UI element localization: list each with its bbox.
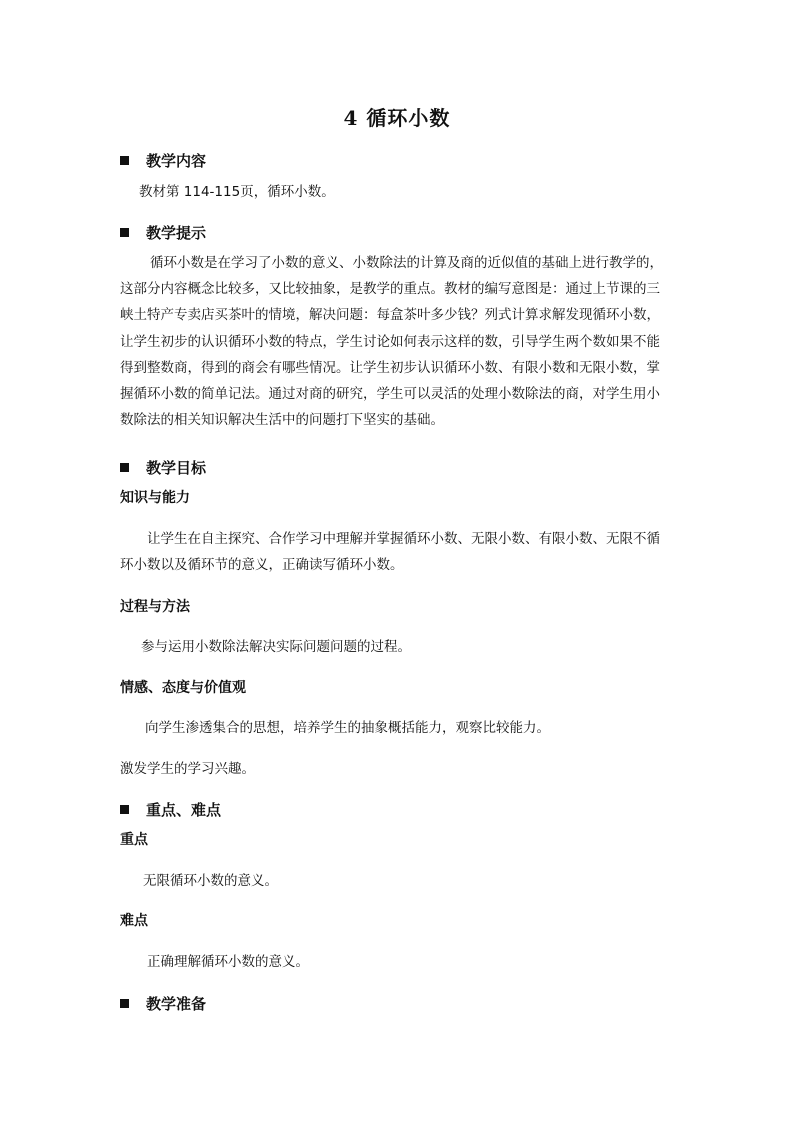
section-heading-content bbox=[120, 150, 206, 172]
hint-paragraph bbox=[120, 250, 692, 433]
paragraph-line: 循环小数是在学习了小数的意义、小数除法的计算及商的近似值的基础上进行教学的， bbox=[150, 255, 663, 271]
section-heading-label: 重点、难点 bbox=[146, 801, 222, 819]
subheading-key: 重点 bbox=[120, 832, 148, 848]
difficult-text: 正确理解循环小数的意义。 bbox=[147, 954, 309, 970]
content-text: 教材第 114-115页，循环小数。 bbox=[139, 184, 335, 200]
paragraph-line: 让学生初步的认识循环小数的特点，学生讨论如何表示这样的数，引导学生两个数如果不能 bbox=[120, 333, 660, 350]
emotion-text-2: 激发学生的学习兴趣。 bbox=[120, 761, 255, 777]
paragraph-line: 峡土特产专卖店买茶叶的情境，解决问题：每盒茶叶多少钱？列式计算求解发现循环小数， bbox=[120, 307, 660, 324]
paragraph-line: 得到整数商，得到的商会有哪些情况。让学生初步认识循环小数、有限小数和无限小数，掌 bbox=[120, 359, 660, 376]
paragraph-line: 握循环小数的简单记法。通过对商的研究，学生可以灵活的处理小数除法的商，对学生用小 bbox=[120, 386, 660, 403]
section-heading-goals bbox=[120, 457, 206, 479]
section-heading-preparation bbox=[120, 993, 206, 1015]
paragraph-line: 让学生在自主探究、合作学习中理解并掌握循环小数、无限小数、有限小数、无限不循 bbox=[147, 531, 660, 547]
section-heading-label: 教学准备 bbox=[146, 995, 207, 1013]
paragraph-line: 环小数以及循环节的意义，正确读写循环小数。 bbox=[120, 557, 404, 574]
section-heading-label: 教学内容 bbox=[146, 152, 207, 170]
section-heading-label: 教学目标 bbox=[146, 459, 207, 477]
subheading-knowledge: 知识与能力 bbox=[120, 490, 190, 506]
section-heading-key-points bbox=[120, 799, 221, 821]
process-text: 参与运用小数除法解决实际问题问题的过程。 bbox=[141, 639, 411, 655]
subheading-process: 过程与方法 bbox=[120, 599, 190, 615]
square-bullet-icon bbox=[120, 999, 129, 1008]
subheading-difficult: 难点 bbox=[120, 913, 148, 929]
subheading-emotion: 情感、态度与价值观 bbox=[120, 680, 246, 696]
key-text: 无限循环小数的意义。 bbox=[143, 873, 278, 889]
square-bullet-icon bbox=[120, 156, 129, 165]
paragraph-line: 数除法的相关知识解决生活中的问题打下坚实的基础。 bbox=[120, 412, 444, 429]
section-heading-label: 教学提示 bbox=[146, 224, 207, 242]
section-heading-hint bbox=[120, 222, 206, 244]
square-bullet-icon bbox=[120, 463, 129, 472]
square-bullet-icon bbox=[120, 805, 129, 814]
paragraph-line: 这部分内容概念比较多，又比较抽象，是教学的重点。教材的编写意图是：通过上节课的三 bbox=[120, 281, 660, 298]
square-bullet-icon bbox=[120, 228, 129, 237]
emotion-text-1: 向学生渗透集合的思想，培养学生的抽象概括能力，观察比较能力。 bbox=[145, 720, 550, 736]
knowledge-paragraph bbox=[120, 526, 692, 578]
page-title: 4 循环小数 bbox=[343, 106, 451, 130]
